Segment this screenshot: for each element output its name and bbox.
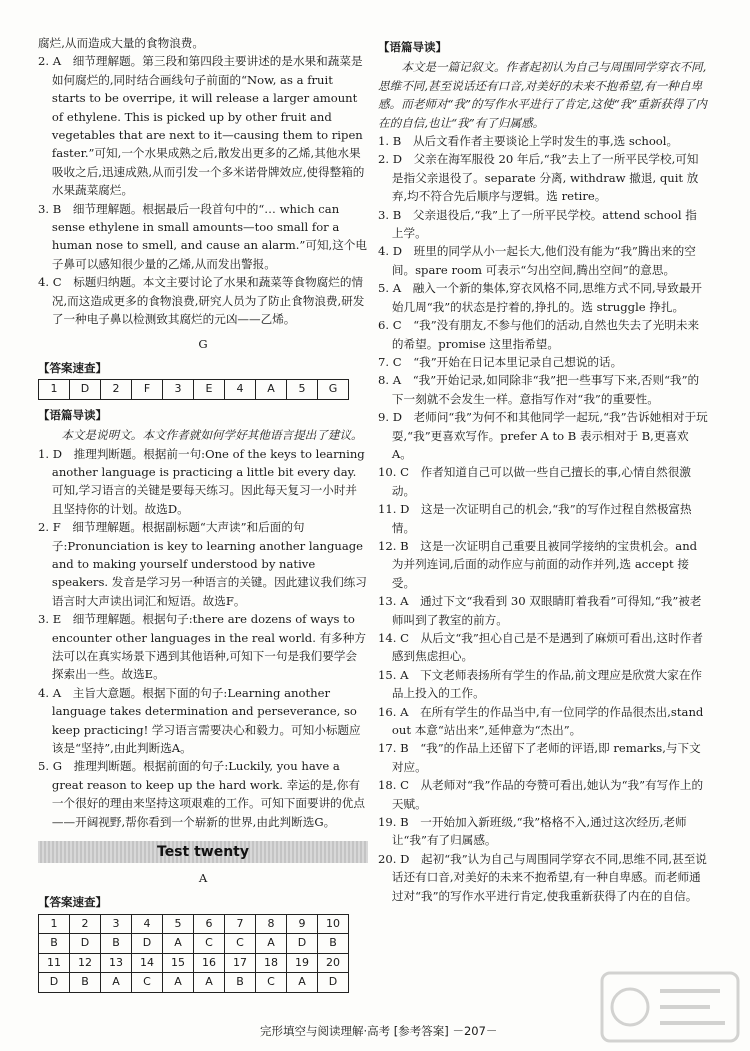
- answer-item: 20. D 起初“我”认为自己与周围同学穿衣不同,思维不同,甚至说话还有口音,对美好的未来不抱希望,有一种自卑感。而老师通过对“我”的写作水平进行肯定,使我重新获得了内在的自信。: [378, 851, 707, 903]
- item-q3: 3. B 细节理解题。根据最后一段首句中的“… which can sense ethylene in small amounts—too small for a human nose to smell, and cause an alarm.”可知,这个电子鼻可以感知很少量的乙烯,从而发出警报。: [38, 201, 368, 271]
- answer-cell: 9: [287, 914, 318, 933]
- answer-item: 17. B “我”的作品上还留下了老师的评语,即 remarks,与下文对应。: [378, 741, 701, 774]
- item-g5: 5. G 推理判断题。根据前面的句子:Luckily, you have a great reason to keep up the hard work. 幸运的是,你有一个很好的理由来坚持这项艰难的工作。可知下面要讲的优点——开阔视野,帮你看到一个崭新的世界,由此判断选G。: [38, 759, 365, 829]
- answer-cell: D: [70, 934, 101, 953]
- answer-row: [39, 934, 349, 953]
- answer-item: 4. D 班里的同学从小一起长大,他们没有能为“我”腾出来的空间。spare room 可表示“匀出空间,腾出空间”的意思。: [378, 244, 696, 277]
- answer-item: 9. D 老师问“我”为何不和其他同学一起玩,“我”告诉她相对于玩耍,“我”更喜欢写作。prefer A to B 表示相对于 B,更喜欢 A。: [378, 410, 708, 461]
- answer-item: 1. B 从后文看作者主要谈论上学时发生的事,选 school。: [378, 134, 679, 149]
- answer-cell: B: [225, 973, 256, 992]
- answer-cell: G: [318, 380, 349, 399]
- item-g4: 4. A 主旨大意题。根据下面的句子:Learning another language takes determination and perseverance, so keep practicing! 学习语言需要决心和毅力。可知小标题应该是“坚持”,由此判断选A。: [38, 685, 361, 756]
- answer-cell: C: [256, 973, 287, 992]
- answer-cell: A: [163, 934, 194, 953]
- item-g1: 1. D 推理判断题。根据前一句:One of the keys to learning another language is practicing a little bit every day. 可知,学习语言的关键是要每天练习。因此每天复习一小时并且坚持你的计划。故选D。: [38, 446, 365, 516]
- answer-item: 5. A 融入一个新的集体,穿衣风格不同,思维方式不同,导致最开始几周“我”的状态是拧着的,挣扎的。选 struggle 挣扎。: [378, 281, 703, 314]
- answer-cell: 3: [101, 914, 132, 933]
- answer-cell: A: [163, 973, 194, 992]
- answer-cell: B: [318, 934, 349, 953]
- answer-cell: 20: [318, 953, 349, 972]
- answer-cell: C: [194, 934, 225, 953]
- test-banner: Test twenty: [38, 841, 368, 863]
- answer-cell: D: [39, 973, 70, 992]
- answer-item: 11. D 这是一次证明自己的机会,“我”的写作过程自然极富热情。: [378, 502, 692, 535]
- answer-cell: A: [194, 973, 225, 992]
- answer-item: 15. A 下文老师表扬所有学生的作品,前文理应是欣赏大家在作品上投入的工作。: [378, 667, 703, 701]
- answer-cell: 1: [39, 380, 70, 399]
- answer-cell: 2: [101, 380, 132, 399]
- answer-cell: 14: [132, 953, 163, 972]
- answer-cell: D: [70, 380, 101, 399]
- answer-cell: A: [101, 973, 132, 992]
- section-g-label: G: [198, 336, 208, 351]
- answer-cell: 17: [225, 953, 256, 972]
- answer-row: [39, 973, 349, 992]
- answer-cell: 18: [256, 953, 287, 972]
- answer-label-a: 【答案速查】: [38, 895, 107, 910]
- answer-cell: 13: [101, 953, 132, 972]
- answer-item: 10. C 作者知道自己可以做一些自己擅长的事,心情自然很激动。: [378, 465, 691, 498]
- right-items: [378, 132, 708, 905]
- section-a-label: A: [198, 871, 208, 886]
- answer-item: 8. A “我”开始记录,如同除非“我”把一些事写下来,否则“我”的下一刻就不会发生一样。意指写作对“我”的重要性。: [378, 373, 700, 406]
- answer-cell: B: [39, 934, 70, 953]
- page-footer: 完形填空与阅读理解·高考 [参考答案] －207－: [260, 1024, 498, 1038]
- item-g2: 2. F 细节理解题。根据副标题“大声读”和后面的句子:Pronunciation is key to learning another language and to making yourself understood by native speakers. 发音是学习另一种语言的关键。因此建议我们练习语言时大声读出词汇和短语。故选F。: [38, 520, 367, 608]
- answer-cell: 10: [318, 914, 349, 933]
- answer-cell: B: [101, 934, 132, 953]
- answer-cell: B: [70, 973, 101, 992]
- answer-cell: D: [132, 934, 163, 953]
- answer-cell: C: [225, 934, 256, 953]
- answer-cell: 1: [39, 914, 70, 933]
- answer-item: 19. B 一开始加入新班级,“我”格格不入,通过这次经历,老师让“我”有了归属感。: [378, 815, 687, 848]
- answer-cell: 19: [287, 953, 318, 972]
- answer-cell: 11: [39, 953, 70, 972]
- answer-cell: 15: [163, 953, 194, 972]
- guide-label-g: 【语篇导读】: [38, 407, 107, 422]
- answer-row: [39, 914, 349, 933]
- answer-row: [39, 953, 349, 972]
- answer-cell: 5: [163, 914, 194, 933]
- answer-item: 12. B 这是一次证明自己重要且被同学接纳的宝贵机会。and 为并列连词,后面的动作应与前面的动作并列,选 accept 接受。: [378, 538, 698, 590]
- answer-cell: D: [318, 973, 349, 992]
- answer-cell: 4: [132, 914, 163, 933]
- answer-cell: 3: [163, 380, 194, 399]
- answer-cell: 6: [194, 914, 225, 933]
- guide-g-text: 本文是说明文。本文作者就如何学好其他语言提出了建议。: [61, 428, 363, 443]
- answer-item: 13. A 通过下文“我看到 30 双眼睛盯着我看”可得知,“我”被老师叫到了教室的前方。: [378, 594, 702, 627]
- answer-cell: 12: [70, 953, 101, 972]
- answer-cell: A: [256, 934, 287, 953]
- item-g3: 3. E 细节理解题。根据句子:there are dozens of ways to encounter other languages in the real world. 有多种方法可以在真实场景下遇到其他语种,可知下一句是我们要学会探索出一些。故选E。: [38, 612, 366, 682]
- answer-item: 3. B 父亲退役后,“我”上了一所平民学校。attend school 指上学。: [378, 207, 697, 241]
- right-column: [378, 34, 708, 905]
- answer-table-a: [38, 914, 349, 993]
- answer-item: 7. C “我”开始在日记本里记录自己想说的话。: [378, 354, 623, 369]
- answer-cell: A: [256, 380, 287, 399]
- answer-item: 14. C 从后文“我”担心自己是不是遇到了麻烦可看出,这时作者感到焦虑担心。: [378, 631, 703, 664]
- answer-cell: A: [287, 973, 318, 992]
- answer-cell: 16: [194, 953, 225, 972]
- guide-right-text: 本文是一篇记叙文。作者起初认为自己与周围同学穿衣不同,思维不同,甚至说话还有口音,对美好的未来不抱希望,有一种自卑感。而老师对“我”的写作水平进行了肯定,这使“我”重新获得了内在的自信,也让“我”有了归属感。: [378, 60, 707, 130]
- answer-cell: 7: [225, 914, 256, 933]
- answer-item: 18. C 从老师对“我”作品的夸赞可看出,她认为“我”有写作上的天赋。: [378, 778, 704, 811]
- left-column: [38, 34, 368, 999]
- answer-item: 16. A 在所有学生的作品当中,有一位同学的作品很杰出,stand out 本意“站出来”,延伸意为“杰出”。: [378, 704, 704, 738]
- guide-label-right: 【语篇导读】: [378, 40, 447, 54]
- answer-cell: 8: [256, 914, 287, 933]
- watermark-logo-icon: [600, 971, 740, 1043]
- answer-cell: D: [287, 934, 318, 953]
- answer-label-g: 【答案速查】: [38, 360, 107, 375]
- text-p0: 腐烂,从而造成大量的食物浪费。: [38, 36, 204, 50]
- answer-cell: 2: [70, 914, 101, 933]
- item-q4: 4. C 标题归纳题。本文主要讨论了水果和蔬菜等食物腐烂的情况,而这造成更多的食物浪费,研究人员为了防止食物浪费,研发了一种电子鼻以检测致其腐烂的元凶——乙烯。: [38, 275, 365, 327]
- answer-table-g: [38, 379, 349, 399]
- answer-item: 6. C “我”没有朋友,不参与他们的活动,自然也失去了光明未来的希望。promise 这里指希望。: [378, 318, 700, 351]
- answer-cell: 5: [287, 380, 318, 399]
- answer-cell: C: [132, 973, 163, 992]
- answer-cell: E: [194, 380, 225, 399]
- item-q2: 2. A 细节理解题。第三段和第四段主要讲述的是水果和蔬菜是如何腐烂的,同时结合画线句子前面的“Now, as a fruit starts to be overripe, it will release a larger amount of ethylene. This is picked up by other fruit and vegetables that are next to it—causing them to ripen faster.”可知,一个水果成熟之后,散发出更多的乙烯,其他水果吸收之后,迅速成熟,从而引发一个多米诺骨牌效应,使得整箱的水果蔬菜腐烂。: [38, 54, 365, 198]
- answer-cell: 4: [225, 380, 256, 399]
- answer-item: 2. D 父亲在海军服役 20 年后,“我”去上了一所平民学校,可知是指父亲退役了。separate 分离, withdraw 撤退, quit 放弃,均不符合先后顺序与逻辑。选 retire。: [378, 152, 699, 204]
- answer-cell: F: [132, 380, 163, 399]
